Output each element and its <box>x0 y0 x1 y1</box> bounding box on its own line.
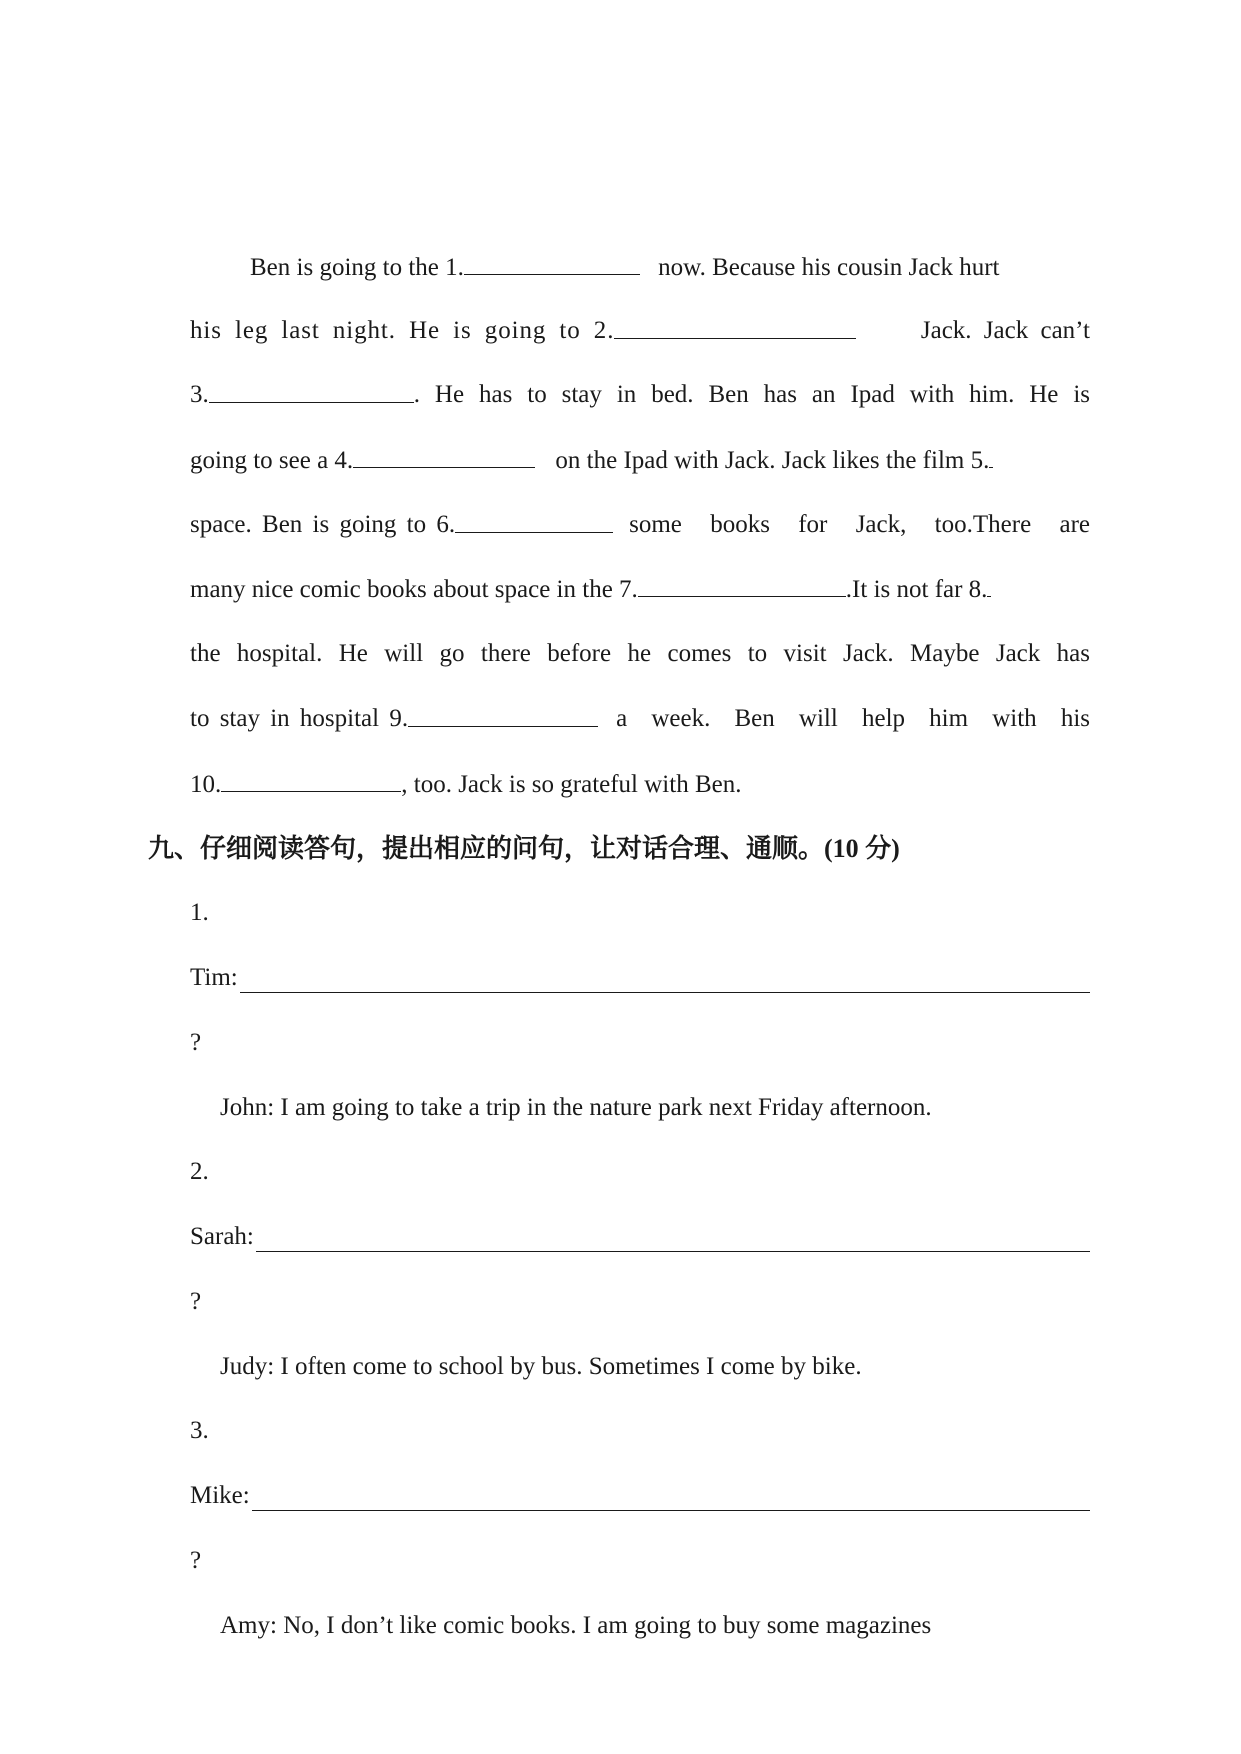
passage-text: to stay in hospital 9. <box>190 705 409 732</box>
passage-text: . He has to stay in bed. Ben has an Ipad with him. He is <box>413 381 1090 408</box>
passage-line-5 <box>190 510 1090 540</box>
passage-text: , too. Jack is so grateful with Ben. <box>401 771 742 798</box>
passage-text: Ben is going to the 1. <box>250 254 464 281</box>
passage-line-1 <box>250 252 1000 283</box>
speaker-label: Mike: <box>190 1482 250 1509</box>
blank-8[interactable] <box>987 574 991 597</box>
blank-4[interactable] <box>353 445 535 468</box>
question-number: 1. <box>190 899 209 926</box>
passage-text: space. Ben is going to 6. <box>190 511 456 538</box>
section-heading <box>148 833 900 865</box>
passage-text: his leg last night. He is going to 2. <box>190 317 615 344</box>
section-title: 九、仔细阅读答句，提出相应的问句，让对话合理、通顺。 <box>148 834 825 864</box>
answer-text: Amy: No, I don’t like comic books. I am going to buy some magazines <box>220 1612 932 1639</box>
section-score: (10 分) <box>824 834 900 863</box>
question-answer-line <box>190 963 1090 993</box>
passage-text: going to see a 4. <box>190 447 354 474</box>
answer-input-line[interactable] <box>240 970 1090 993</box>
passage-line-2 <box>190 316 1090 346</box>
blank-6[interactable] <box>455 510 613 533</box>
question-number: 2. <box>190 1158 209 1185</box>
blank-9[interactable] <box>408 704 598 727</box>
blank-10[interactable] <box>221 769 401 792</box>
passage-text: 3. <box>190 381 209 408</box>
passage-text: 10. <box>190 771 222 798</box>
answer-input-line[interactable] <box>252 1488 1090 1511</box>
question-mark: ? <box>190 1288 202 1315</box>
blank-5[interactable] <box>989 445 993 468</box>
passage-line-4 <box>190 445 1090 476</box>
passage-text: many nice comic books about space in the 7. <box>190 576 638 603</box>
answer-text: John: I am going to take a trip in the nature park next Friday afternoon. <box>220 1094 932 1121</box>
passage-line-9 <box>190 769 1090 800</box>
passage-text: on the Ipad with Jack. Jack likes the film 5. <box>549 447 990 474</box>
blank-1[interactable] <box>464 252 640 275</box>
passage-line-6 <box>190 574 1090 605</box>
passage-text: some books for Jack, too.There are <box>629 511 1090 538</box>
speaker-label: Sarah: <box>190 1223 254 1250</box>
passage-text: the hospital. He will go there before he comes to visit Jack. Maybe Jack has <box>190 640 1090 667</box>
blank-3[interactable] <box>209 380 414 403</box>
passage-line-3 <box>190 380 1090 410</box>
passage-text: .It is not far 8. <box>845 576 988 603</box>
blank-2[interactable] <box>614 316 856 339</box>
question-answer-line <box>190 1222 1090 1252</box>
passage-line-7 <box>190 639 1090 669</box>
answer-text: Judy: I often come to school by bus. Sometimes I come by bike. <box>220 1353 862 1380</box>
passage-text: now. Because his cousin Jack hurt <box>651 254 1000 281</box>
question-mark: ? <box>190 1547 202 1574</box>
passage-text: Jack. Jack can’t <box>920 317 1090 344</box>
passage-text: a week. Ben will help him with his <box>616 705 1090 732</box>
answer-input-line[interactable] <box>256 1229 1090 1252</box>
blank-7[interactable] <box>638 574 846 597</box>
question-mark: ? <box>190 1029 202 1056</box>
question-number: 3. <box>190 1417 209 1444</box>
speaker-label: Tim: <box>190 964 238 991</box>
passage-line-8 <box>190 704 1090 734</box>
question-answer-line <box>190 1481 1090 1511</box>
